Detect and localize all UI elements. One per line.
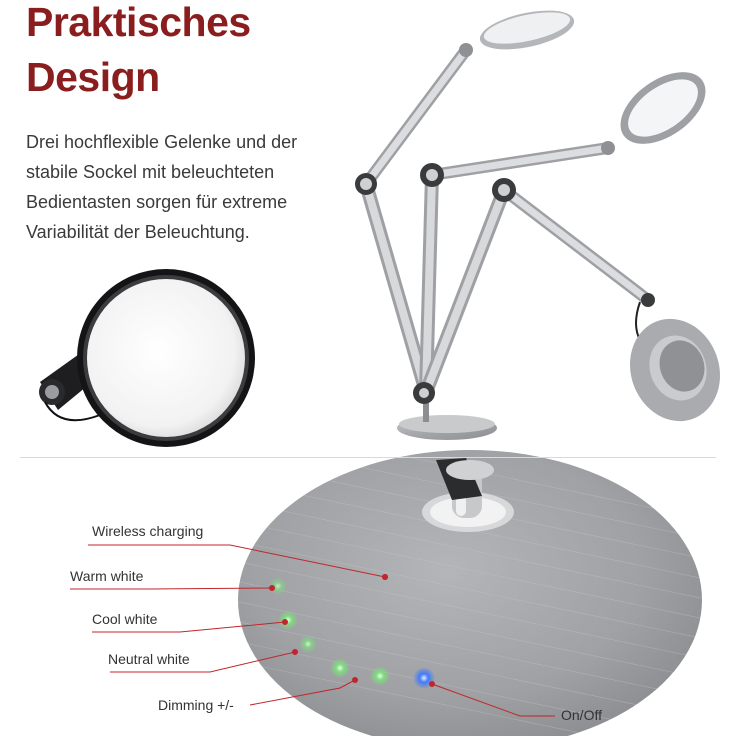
page-title-line-1: Praktisches <box>26 0 251 45</box>
label-warm-white: Warm white <box>70 568 144 584</box>
label-neutral-white: Neutral white <box>108 651 190 667</box>
label-cool-white: Cool white <box>92 611 158 627</box>
page-title-line-2: Design <box>26 54 160 100</box>
feature-description <box>26 127 326 247</box>
label-dimming: Dimming +/- <box>158 697 234 713</box>
description-line: stabile Sockel mit beleuchteten <box>26 162 275 182</box>
base-closeup-group <box>230 420 710 736</box>
description-line: Drei hochflexible Gelenke und der <box>26 132 298 152</box>
label-on-off: On/Off <box>561 707 602 723</box>
section-divider <box>20 457 716 458</box>
description-line: Bedientasten sorgen für extreme <box>26 192 288 212</box>
label-wireless-charging: Wireless charging <box>92 523 204 539</box>
lamp-top-group <box>355 3 734 440</box>
head-detail-group <box>39 269 255 447</box>
description-line: Variabilität der Beleuchtung. <box>26 222 250 242</box>
